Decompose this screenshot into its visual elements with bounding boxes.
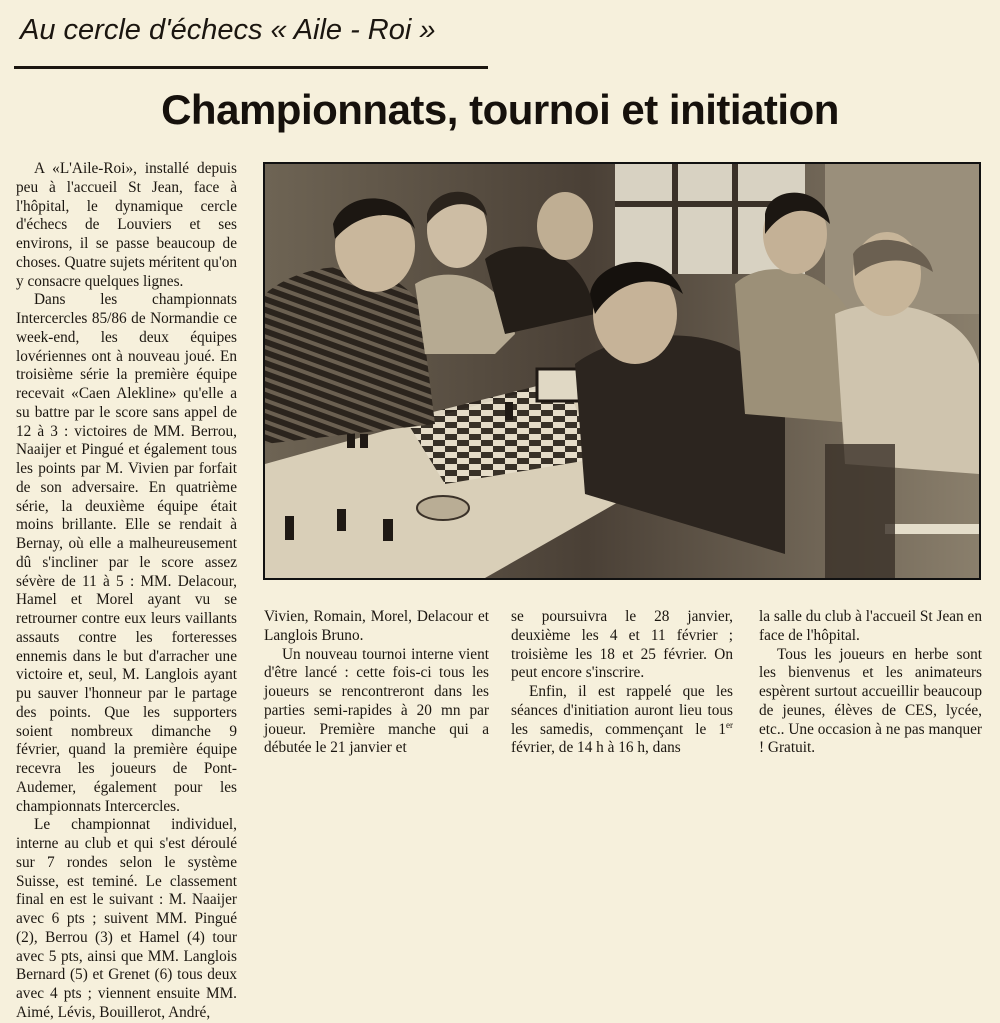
paragraph-text: février, de 14 h à 16 h, dans xyxy=(511,739,681,757)
paragraph: la salle du club à l'accueil St Jean en face de l'hôpital. xyxy=(759,608,982,644)
article-headline: Championnats, tournoi et initiation xyxy=(161,86,839,133)
chess-players-photo-icon xyxy=(265,164,979,578)
paragraph: Tous les joueurs en herbe sont les bienvenus et les animateurs espèrent surtout accueillir beaucoup de jeunes, élèves de CES, lycée, etc.. Une occasion à ne pas manquer ! Gratuit. xyxy=(759,645,982,757)
rubric-underline xyxy=(14,66,488,69)
article-column-4 xyxy=(759,608,982,758)
article-column-3 xyxy=(511,608,733,758)
paragraph: Vivien, Romain, Morel, Delacour et Langlois Bruno. xyxy=(264,608,489,644)
paragraph: se poursuivra le 28 janvier, deuxième les 4 et 11 février ; troisième les 18 et 25 février. On peut encore s'inscrire. xyxy=(511,608,733,682)
section-rubric: Au cercle d'échecs « Aile - Roi » xyxy=(20,14,436,46)
chess-players-photo xyxy=(263,162,981,580)
paragraph-text: Enfin, il est rappelé que les séances d'initiation auront lieu tous les samedis, commençant le 1 xyxy=(511,683,733,738)
paragraph: Le championnat individuel, interne au club et qui s'est déroulé sur 7 rondes selon le système Suisse, est teminé. Le classement final en est le suivant : M. Naaijer avec 6 pts ; suivent MM. Pingué (2), Berrou (3) et Hamel (4) tour avec 5 pts, ainsi que MM. Langlois Bernard (5) et Grenet (6) tous deux avec 4 pts ; viennent ensuite MM. Aimé, Lévis, Bouillerot, André, xyxy=(16,816,237,1021)
article-column-2 xyxy=(264,608,489,758)
paragraph xyxy=(511,683,733,758)
ordinal-superscript: er xyxy=(726,719,733,730)
paragraph: Dans les championnats Intercercles 85/86 de Normandie ce week-end, les deux équipes lovériennes ont à nouveau joué. En troisième série la première équipe recevait «Caen Alekline» qu'elle a su battre par le score sans appel de 12 à 3 : victoires de MM. Berrou, Naaijer et Pingué et également tous les points par M. Vivien par forfait de son adversaire. En quatrième série, la deuxième équipe était moins brillante. Elle se rendait à Bernay, où elle a malheureusement dû s'incliner par le score assez sévère de 11 à 5 : MM. Delacour, Hamel et Morel ayant vu se retrourner contre eux leurs vaillants assauts contre les forteresses ennemis dans le but d'arracher une victoire et, seul, M. Langlois ayant pu sauver l'honneur par le partage des points. Que les supporters soient nombreux dimanche 9 février, quand la première équipe recevra les joueurs de Pont-Audemer, également pour les championnats Intercercles. xyxy=(16,291,237,815)
paragraph: Un nouveau tournoi interne vient d'être lancé : cette fois-ci tous les joueurs se rencontreront dans les parties semi-rapides à 20 mn par joueur. Première manche qui a débutée le 21 janvier et xyxy=(264,645,489,757)
paragraph: A «L'Aile-Roi», installé depuis peu à l'accueil St Jean, face à l'hôpital, le dynamique cercle d'échecs de Louviers et ses environs, il se passe beaucoup de choses. Quatre sujets méritent qu'on y consacre quelques lignes. xyxy=(16,160,237,290)
article-column-1 xyxy=(16,160,237,1023)
